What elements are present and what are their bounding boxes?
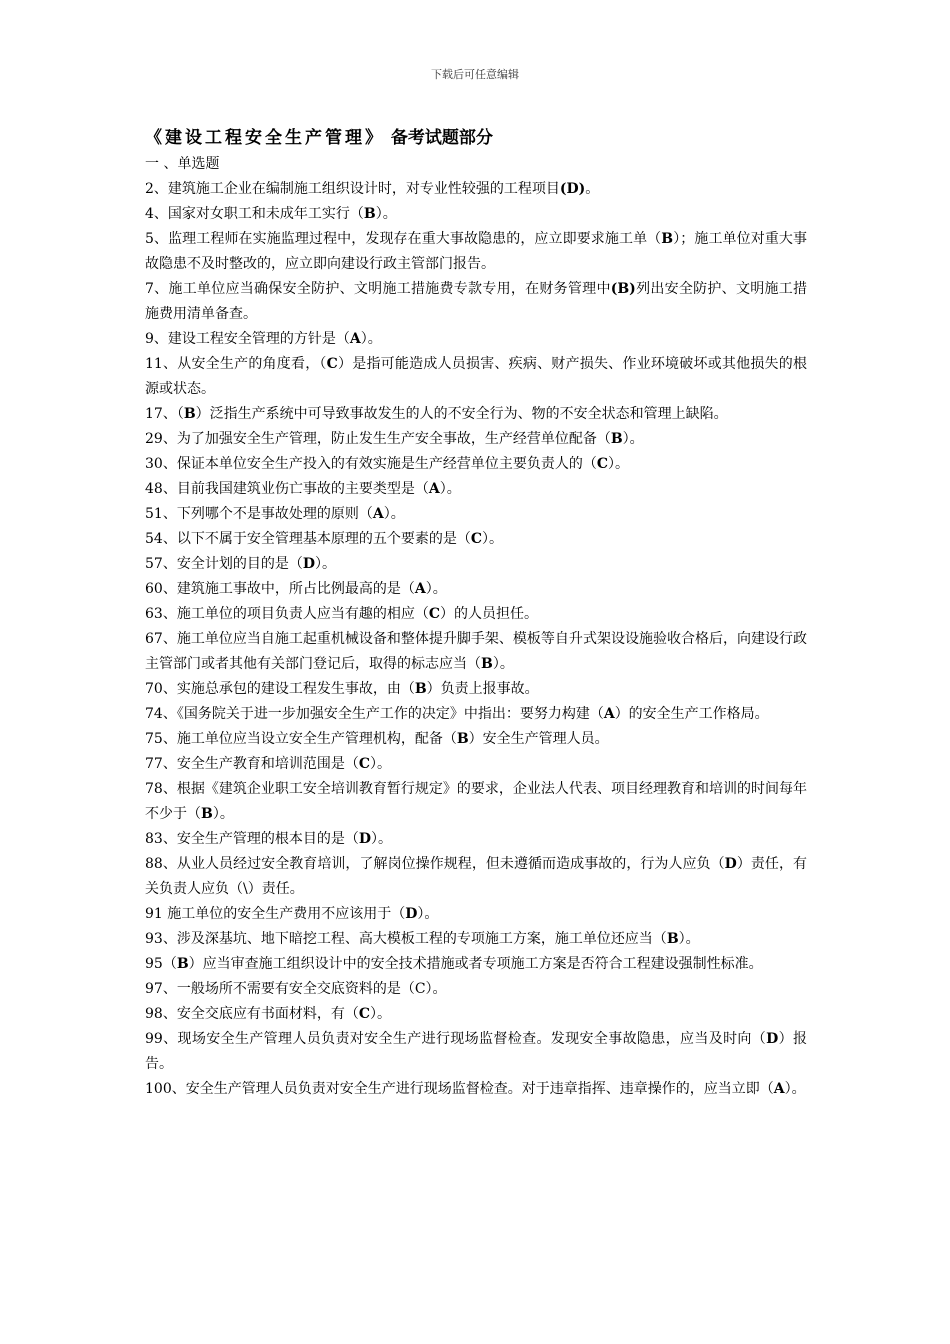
question-text: 67、施工单位应当自施工起重机械设备和整体提升脚手架、模板等自升式架设设施验收合格后，向建设行政主管部门或者其他有关部门登记后，取得的标志应当（ — [145, 631, 807, 672]
answer-letter: B — [201, 806, 213, 822]
question-text: 74、《国务院关于进一步加强安全生产工作的决定》中指出：要努力构建（ — [145, 706, 604, 722]
question-item — [145, 1027, 807, 1077]
question-item — [145, 1077, 807, 1102]
question-text: 4、国家对女职工和未成年工实行（ — [145, 206, 364, 222]
answer-letter: D — [405, 906, 418, 922]
question-text: 9、建设工程安全管理的方针是（ — [145, 331, 350, 347]
answer-letter: B — [481, 656, 493, 672]
question-text-tail: ）。 — [607, 456, 629, 472]
question-text: 30、保证本单位安全生产投入的有效实施是生产经营单位主要负责人的（ — [145, 456, 597, 472]
question-item — [145, 577, 807, 602]
question-item — [145, 277, 807, 327]
question-item — [145, 752, 807, 777]
question-text-tail: ）。 — [784, 1081, 806, 1097]
question-text: 63、施工单位的项目负责人应当有趣的相应（ — [145, 606, 429, 622]
answer-letter: (D) — [559, 181, 586, 197]
question-text-tail: ）；施工单位对重大事故隐患不及时整改的，应立即向建设行政主管部门报告。 — [145, 231, 808, 272]
answer-letter: D — [302, 556, 315, 572]
question-text-tail: ）。 — [375, 206, 397, 222]
question-text-tail: ）。 — [369, 1006, 391, 1022]
question-text: 11、从安全生产的角度看，（ — [145, 356, 327, 372]
question-text: 95（ — [145, 956, 177, 972]
answer-letter: C — [326, 356, 338, 372]
answer-letter: A — [773, 1081, 785, 1097]
answer-letter: B — [666, 931, 679, 947]
answer-letter: B — [363, 206, 376, 222]
question-item — [145, 352, 807, 402]
answer-letter: D — [766, 1031, 779, 1047]
question-text-tail: ）。 — [417, 906, 439, 922]
question-item — [145, 952, 807, 977]
question-text: 91 施工单位的安全生产费用不应该用于（ — [145, 906, 406, 922]
answer-letter: A — [414, 581, 426, 597]
answer-letter: B — [176, 956, 189, 972]
question-text-tail: ）。 — [383, 506, 405, 522]
document-body — [145, 124, 807, 1102]
question-text-tail: ）负责上报事故。 — [426, 681, 539, 697]
document-title-main: 《建设工程安全生产管理》 — [145, 128, 385, 148]
question-item — [145, 827, 807, 852]
answer-letter: B — [183, 406, 196, 422]
question-text: 93、涉及深基坑、地下暗挖工程、高大模板工程的专项施工方案，施工单位还应当（ — [145, 931, 667, 947]
question-text: 88、从业人员经过安全教育培训，了解岗位操作规程，但未遵循而造成事故的，行为人应负（ — [145, 856, 725, 872]
question-text: 51、下列哪个不是事故处理的原则（ — [145, 506, 373, 522]
question-text-tail: ）。 — [212, 806, 234, 822]
question-item — [145, 327, 807, 352]
question-text: 7、施工单位应当确保安全防护、文明施工措施费专款专用，在财务管理中 — [145, 281, 611, 297]
question-text: 98、安全交底应有书面材料，有（ — [145, 1006, 359, 1022]
question-text: 57、安全计划的目的是（ — [145, 556, 303, 572]
document-title — [145, 124, 807, 152]
question-item — [145, 627, 807, 677]
question-text-tail: ）应当审查施工组织设计中的安全技术措施或者专项施工方案是否符合工程建设强制性标准。 — [188, 956, 763, 972]
answer-letter: B — [610, 431, 623, 447]
question-item — [145, 852, 807, 902]
question-text-tail: ）。 — [314, 556, 336, 572]
question-text-tail: ）。 — [360, 331, 382, 347]
answer-letter: D — [358, 831, 371, 847]
question-item — [145, 977, 807, 1002]
question-text-tail: ）。 — [622, 431, 644, 447]
answer-letter: C — [428, 606, 440, 622]
question-text-tail: ）的人员担任。 — [439, 606, 538, 622]
question-item — [145, 402, 807, 427]
question-text: 78、根据《建筑企业职工安全培训教育暂行规定》的要求，企业法人代表、项目经理教育和培训的时间每年不少于（ — [145, 781, 807, 822]
question-item — [145, 527, 807, 552]
question-text: 70、实施总承包的建设工程发生事故，由（ — [145, 681, 415, 697]
answer-letter: C — [358, 756, 370, 772]
question-item — [145, 927, 807, 952]
question-item — [145, 502, 807, 527]
question-text-tail: ）安全生产管理人员。 — [468, 731, 609, 747]
answer-letter: A — [603, 706, 615, 722]
answer-letter: C — [470, 531, 482, 547]
document-title-suffix: 备考试题部分 — [390, 128, 493, 148]
question-text-tail: 列出安全防护、文明施工措施费用清单备查。 — [145, 281, 808, 322]
question-text-tail: ）。 — [425, 581, 447, 597]
question-text: 2、建筑施工企业在编制施工组织设计时，对专业性较强的工程项目 — [145, 181, 560, 197]
question-text-tail: ）报告。 — [145, 1031, 808, 1072]
answer-letter: C — [358, 1006, 370, 1022]
question-item — [145, 552, 807, 577]
question-text-tail: ）是指可能造成人员损害、疾病、财产损失、作业环境破坏或其他损失的根源或状态。 — [145, 356, 807, 397]
question-text: 83、安全生产管理的根本目的是（ — [145, 831, 359, 847]
question-text: 97、一般场所不需要有安全交底资料的是（C）。 — [145, 981, 447, 997]
question-item — [145, 702, 807, 727]
question-text-tail: ）泛指生产系统中可导致事故发生的人的不安全行为、物的不安全状态和管理上缺陷。 — [195, 406, 728, 422]
answer-letter: B — [456, 731, 469, 747]
answer-letter: A — [372, 506, 384, 522]
question-text: 75、施工单位应当设立安全生产管理机构，配备（ — [145, 731, 457, 747]
question-list — [145, 177, 807, 1102]
question-item — [145, 602, 807, 627]
question-text-tail: ）。 — [439, 481, 461, 497]
answer-letter: (B) — [610, 281, 636, 297]
question-item — [145, 227, 807, 277]
answer-letter: B — [661, 231, 674, 247]
section-heading: 一 、单选题 — [145, 156, 220, 172]
question-text: 17、（ — [145, 406, 184, 422]
answer-letter: C — [596, 456, 608, 472]
question-text-tail: ）。 — [481, 531, 503, 547]
question-item — [145, 177, 807, 202]
question-text: 99、现场安全生产管理人员负责对安全生产进行现场监督检查。发现安全事故隐患，应当及时向（ — [145, 1031, 767, 1047]
question-item — [145, 477, 807, 502]
question-item — [145, 202, 807, 227]
question-text-tail: 。 — [585, 181, 600, 197]
question-text-tail: ）。 — [370, 831, 392, 847]
question-text: 54、以下不属于安全管理基本原理的五个要素的是（ — [145, 531, 471, 547]
question-text: 5、监理工程师在实施监理过程中，发现存在重大事故隐患的，应立即要求施工单（ — [145, 231, 662, 247]
question-text-tail: ）。 — [678, 931, 700, 947]
question-text-tail: ）的安全生产工作格局。 — [614, 706, 769, 722]
question-item — [145, 727, 807, 752]
question-item — [145, 427, 807, 452]
question-text: 60、建筑施工事故中，所占比例最高的是（ — [145, 581, 415, 597]
question-item — [145, 777, 807, 827]
page-header-note: 下载后可任意编辑 — [431, 68, 519, 81]
question-item — [145, 902, 807, 927]
answer-letter: B — [414, 681, 427, 697]
question-text-tail: ）。 — [369, 756, 391, 772]
question-text: 100、安全生产管理人员负责对安全生产进行现场监督检查。对于违章指挥、违章操作的，应当立即（ — [145, 1081, 774, 1097]
question-item — [145, 452, 807, 477]
question-text-tail: ）责任，有关负责人应负（\）责任。 — [145, 856, 808, 897]
question-text: 48、目前我国建筑业伤亡事故的主要类型是（ — [145, 481, 429, 497]
question-text: 77、安全生产教育和培训范围是（ — [145, 756, 359, 772]
answer-letter: A — [349, 331, 361, 347]
question-text: 29、为了加强安全生产管理，防止发生生产安全事故，生产经营单位配备（ — [145, 431, 611, 447]
answer-letter: D — [724, 856, 737, 872]
question-text-tail: ）。 — [492, 656, 514, 672]
answer-letter: A — [428, 481, 440, 497]
question-item — [145, 677, 807, 702]
question-item — [145, 1002, 807, 1027]
